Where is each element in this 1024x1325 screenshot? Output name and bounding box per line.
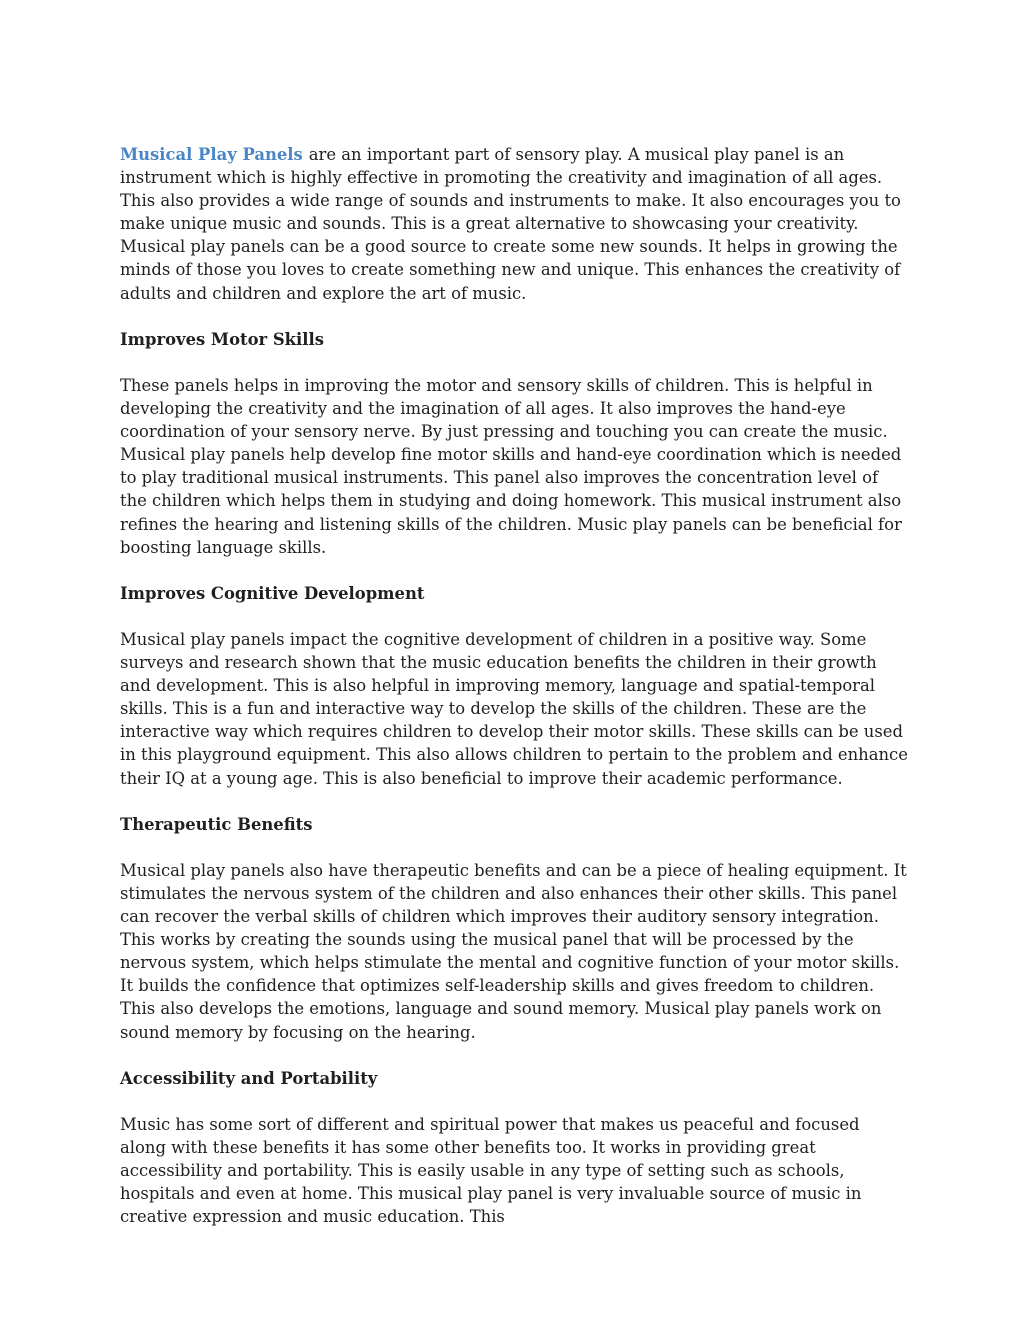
body-therapeutic-benefits: Musical play panels also have therapeutic benefits and can be a piece of healing equipment. It stimulates the nervous system of the children and also enhances their other skills. This panel can recover the verbal skills of children which improves their auditory sensory integration. This works by creating the sounds using the musical panel that will be processed by the nervous system, which helps stimulate the mental and cognitive function of your motor skills. It builds the confidence that optimizes self-leadership skills and gives freedom to children. This also develops the emotions, language and sound memory. Musical play panels work on sound memory by focusing on the hearing. <box>120 860 907 1042</box>
body-accessibility-portability: Music has some sort of different and spiritual power that makes us peaceful and focused along with these benefits it has some other benefits too. It works in providing great accessibility and portability. This is easily usable in any type of setting such as schools, hospitals and even at home. This musical play panel is very invaluable source of music in creative expression and music education. This <box>120 1114 862 1227</box>
body-motor-skills: These panels helps in improving the motor and sensory skills of children. This is helpful in developing the creativity and the imagination of all ages. It also improves the hand-eye coordination of your sensory nerve. By just pressing and touching you can create the music. Musical play panels help develop fine motor skills and hand-eye coordination which is needed to play traditional musical instruments. This panel also improves the concentration level of the children which helps them in studying and doing homework. This musical instrument also refines the hearing and listening skills of the children. Music play panels can be beneficial for boosting language skills. <box>120 375 902 557</box>
intro-paragraph <box>120 143 910 305</box>
intro-text: are an important part of sensory play. A musical play panel is an instrument which is highly effective in promoting the creativity and imagination of all ages. This also provides a wide range of sounds and instruments to make. It also encourages you to make unique music and sounds. This is a great alternative to showcasing your creativity. Musical play panels can be a good source to create some new sounds. It helps in growing the minds of those you loves to create something new and unique. This enhances the creativity of adults and children and explore the art of music. <box>120 145 901 303</box>
document-page <box>120 143 910 1252</box>
heading-motor-skills: Improves Motor Skills <box>120 329 324 349</box>
heading-therapeutic-benefits: Therapeutic Benefits <box>120 814 313 834</box>
heading-cognitive-development: Improves Cognitive Development <box>120 583 425 603</box>
heading-accessibility-portability: Accessibility and Portability <box>120 1068 378 1088</box>
musical-play-panels-link[interactable]: Musical Play Panels <box>120 145 303 164</box>
body-cognitive-development: Musical play panels impact the cognitive development of children in a positive way. Some surveys and research shown that the music education benefits the children in their growth and development. This is also helpful in improving memory, language and spatial-temporal skills. This is a fun and interactive way to develop the skills of the children. These are the interactive way which requires children to develop their motor skills. These skills can be used in this playground equipment. This also allows children to pertain to the problem and enhance their IQ at a young age. This is also beneficial to improve their academic performance. <box>120 629 908 788</box>
